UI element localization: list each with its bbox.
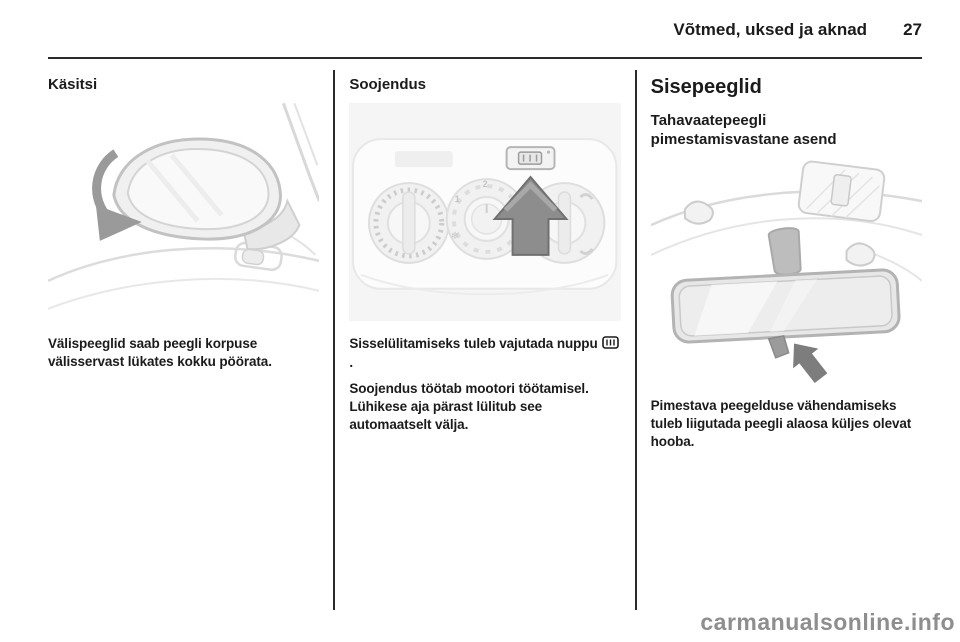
column-manual-folding: [48, 70, 319, 610]
mirror-stalk: [768, 228, 800, 274]
antiglare-text: Pimestava peegelduse vähendamiseks tuleb liigutada peegli alaosa küljes olevat hooba.: [650, 398, 912, 449]
page-number: 27: [903, 20, 922, 39]
heating-text-after-icon: .: [349, 355, 353, 370]
manual-folding-text: Välispeeglid saab peegli korpuse välisservast lükates kokku pöörata.: [48, 336, 272, 369]
section-heading-interior: Sisepeeglid: [650, 76, 762, 98]
button-led: [547, 151, 550, 154]
heated-rear-window-button: [507, 147, 555, 169]
subsection-heading-antiglare: Tahavaatepeegli pimestamisvastane asend: [650, 112, 837, 148]
column-divider: [635, 70, 637, 610]
content-columns: [48, 70, 922, 610]
rearview-mirror: [671, 269, 899, 343]
rear-window-heating-icon: [602, 336, 619, 354]
heating-text-before-icon: Sisselülitamiseks tuleb vajutada nuppu: [349, 336, 602, 351]
heating-paragraph-2: Soojendus töötab mootori töötamisel. Lühikese aja pärast lülitub see automaatselt välja.: [349, 381, 589, 432]
watermark-text: carmanualsonline.info: [700, 609, 955, 635]
fan-speed-1: 1: [455, 194, 461, 205]
fan-speed-2: 2: [482, 179, 488, 190]
section-heading-manual: Käsitsi: [48, 76, 98, 93]
pointer-arrow: [781, 334, 833, 385]
column-heating: [349, 70, 620, 610]
header-rule: [48, 57, 922, 59]
exterior-mirror-illustration: [48, 103, 319, 321]
ac-symbol: ❄: [451, 230, 460, 242]
dome-light: [797, 161, 885, 222]
climate-panel-illustration: [349, 103, 620, 321]
heating-paragraph-1: [349, 335, 620, 372]
chapter-title: Võtmed, uksed ja aknad: [673, 20, 868, 39]
column-divider: [333, 70, 335, 610]
panel-slot: [395, 151, 453, 167]
column-interior-mirrors: [651, 70, 922, 610]
page-header: [48, 20, 922, 40]
exterior-mirror-drawing: [48, 103, 319, 321]
interior-mirror-illustration: [651, 159, 922, 385]
a-pillar-line: [283, 103, 319, 201]
climate-panel-drawing: [349, 103, 620, 321]
section-heading-heating: Soojendus: [349, 76, 426, 93]
interior-mirror-drawing: [651, 159, 922, 385]
antiglare-lever: [768, 336, 788, 358]
temperature-knob: [369, 183, 449, 263]
